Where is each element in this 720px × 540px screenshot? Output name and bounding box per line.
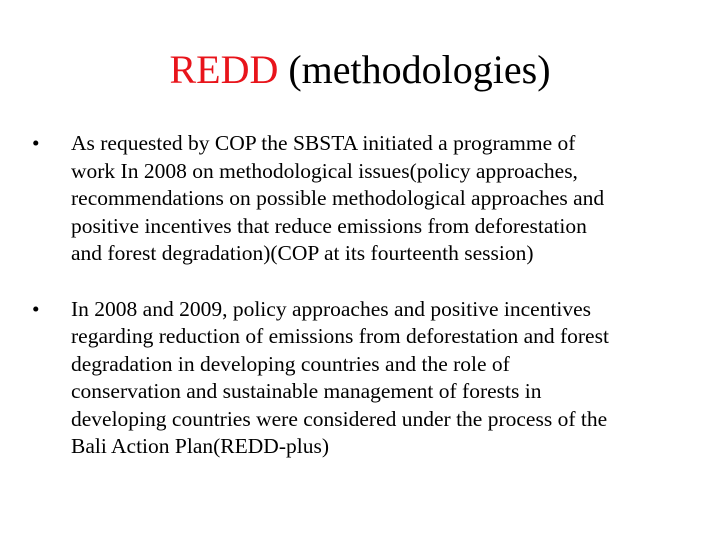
bullet-text-line: and forest degradation)(COP at its fourteenth session) — [71, 241, 534, 265]
bullet-dot: • — [32, 131, 40, 155]
slide-title — [0, 42, 720, 98]
bullet-text-line: recommendations on possible methodological approaches and — [71, 186, 605, 210]
title-accent: REDD — [169, 47, 279, 92]
bullet-list — [32, 130, 702, 461]
bullet-text-line: developing countries were considered under the process of the — [71, 406, 608, 431]
title-rest: (methodologies) — [278, 47, 551, 92]
bullet-text-line: regarding reduction of emissions from deforestation and forest — [71, 324, 609, 348]
bullet-text-line: As requested by COP the SBSTA initiated a programme of — [71, 131, 576, 155]
bullet-item — [32, 296, 702, 461]
bullet-text-line: work In 2008 on methodological issues(policy approaches, — [71, 158, 578, 183]
bullet-dot: • — [32, 296, 40, 321]
bullet-text-line: conservation and sustainable management of forests in — [71, 379, 542, 403]
bullet-text-line: In 2008 and 2009, policy approaches and positive incentives — [71, 296, 592, 321]
bullet-text-line: Bali Action Plan(REDD-plus) — [71, 434, 329, 458]
bullet-text-line: degradation in developing countries and the role of — [71, 351, 510, 376]
bullet-item — [32, 130, 702, 268]
bullet-text-line: positive incentives that reduce emissions from deforestation — [71, 213, 587, 238]
